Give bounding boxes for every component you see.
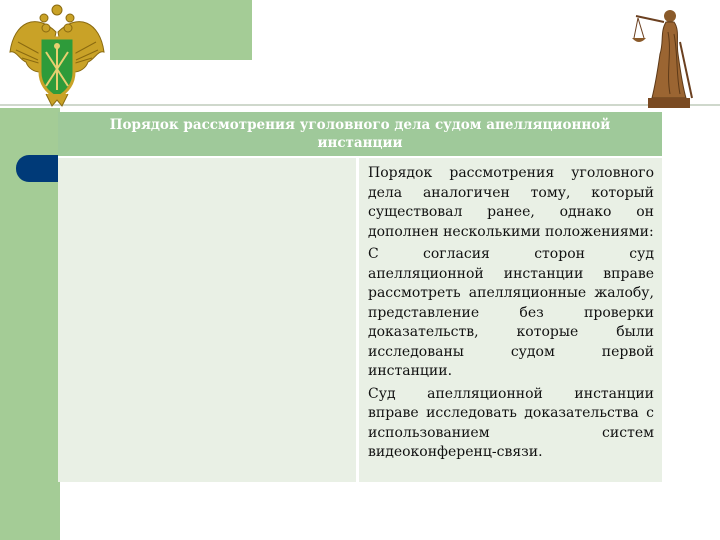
slide-title: Порядок рассмотрения уголовного дела судом апелляционной инстанции bbox=[109, 117, 611, 151]
top-green-block bbox=[110, 0, 252, 60]
table-cell-left bbox=[58, 158, 356, 482]
body-paragraph: Суд апелляционной инстанции вправе исследовать доказательства с использованием систем видеоконференц-связи. bbox=[368, 385, 654, 460]
body-paragraph: Порядок рассмотрения уголовного дела аналогичен тому, который существовал ранее, однако он дополнен несколькими положениями: bbox=[368, 165, 654, 240]
body-paragraph: С согласия сторон суд апелляционной инстанции вправе рассмотреть апелляционные жалобу, представление без проверки доказательств, которые были исследованы судом первой инстанции. bbox=[368, 246, 654, 379]
themis-statue-icon bbox=[630, 2, 706, 110]
customs-emblem-icon bbox=[6, 2, 108, 108]
table-cell-right bbox=[359, 158, 662, 482]
navy-side-tab bbox=[16, 155, 62, 182]
header-divider bbox=[0, 104, 720, 106]
table-header-cell bbox=[58, 112, 662, 156]
